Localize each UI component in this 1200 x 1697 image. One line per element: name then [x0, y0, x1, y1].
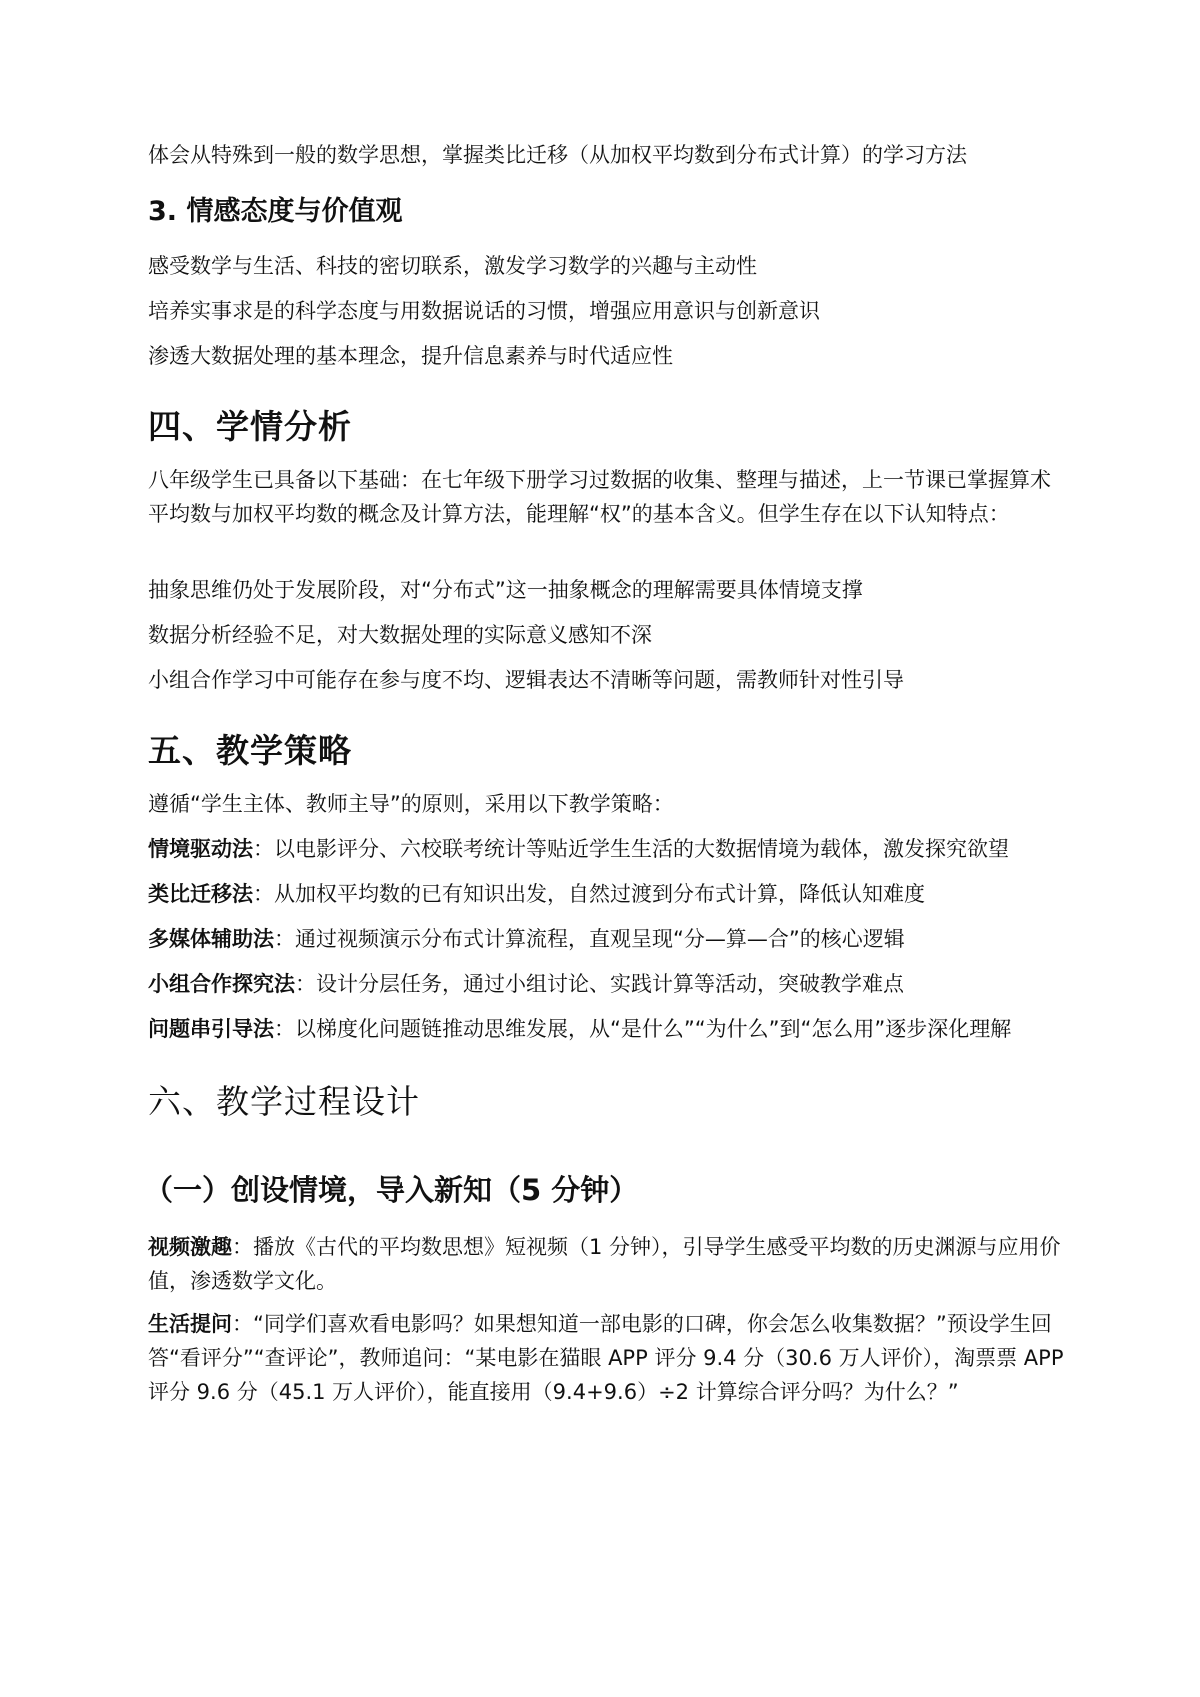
- section-4-heading: 四、学情分析: [148, 407, 352, 446]
- strategy-text: ：从加权平均数的已有知识出发，自然过渡到分布式计算，降低认知难度: [253, 882, 925, 906]
- strategy-label: 多媒体辅助法: [148, 927, 274, 951]
- sec4-paragraph: 八年级学生已具备以下基础：在七年级下册学习过数据的收集、整理与描述，上一节课已掌握算术平均数与加权平均数的概念及计算方法，能理解“权”的基本含义。但学生存在以下认知特点：: [148, 468, 1051, 526]
- sec4-item: 数据分析经验不足，对大数据处理的实际意义感知不深: [148, 623, 652, 647]
- sec5-intro: 遵循“学生主体、教师主导”的原则，采用以下教学策略：: [148, 792, 674, 816]
- section-3-heading: 3. 情感态度与价值观: [148, 196, 403, 227]
- strategy-label: 情境驱动法: [148, 837, 253, 861]
- process-item: [148, 1307, 1068, 1409]
- strategy-item: [148, 877, 925, 911]
- sec4-item: 抽象思维仍处于发展阶段，对“分布式”这一抽象概念的理解需要具体情境支撑: [148, 578, 863, 602]
- intro-line: 体会从特殊到一般的数学思想，掌握类比迁移（从加权平均数到分布式计算）的学习方法: [148, 143, 967, 167]
- sec3-item: 感受数学与生活、科技的密切联系，激发学习数学的兴趣与主动性: [148, 254, 757, 278]
- strategy-label: 问题串引导法: [148, 1017, 274, 1041]
- sec3-item: 渗透大数据处理的基本理念，提升信息素养与时代适应性: [148, 344, 673, 368]
- strategy-label: 类比迁移法: [148, 882, 253, 906]
- section-6-1-heading: （一）创设情境，导入新知（5 分钟）: [144, 1173, 639, 1207]
- strategy-item: [148, 832, 1078, 866]
- sec4-item: 小组合作学习中可能存在参与度不均、逻辑表达不清晰等问题，需教师针对性引导: [148, 668, 904, 692]
- strategy-label: 小组合作探究法: [148, 972, 295, 996]
- sec3-item: 培养实事求是的科学态度与用数据说话的习惯，增强应用意识与创新意识: [148, 299, 820, 323]
- strategy-item: [148, 1012, 1078, 1046]
- section-5-heading: 五、教学策略: [148, 731, 352, 770]
- process-text: ：“同学们喜欢看电影吗？如果想知道一部电影的口碑，你会怎么收集数据？”预设学生回答“看评分”“查评论”，教师追问：“某电影在猫眼 APP 评分 9.4 分（30.6 万人评价），淘票票 APP 评分 9.6 分（45.1 万人评价），能直接用（9.4+9.6）÷2 计算综合评分吗？为什么？”: [148, 1312, 1064, 1404]
- strategy-item: [148, 922, 905, 956]
- strategy-item: [148, 967, 904, 1001]
- process-label: 生活提问: [148, 1312, 232, 1336]
- strategy-text: ：以电影评分、六校联考统计等贴近学生生活的大数据情境为载体，激发探究欲望: [253, 837, 1009, 861]
- strategy-text: ：以梯度化问题链推动思维发展，从“是什么”“为什么”到“怎么用”逐步深化理解: [274, 1017, 1012, 1041]
- process-label: 视频激趣: [148, 1235, 232, 1259]
- strategy-text: ：设计分层任务，通过小组讨论、实践计算等活动，突破教学难点: [295, 972, 904, 996]
- strategy-text: ：通过视频演示分布式计算流程，直观呈现“分—算—合”的核心逻辑: [274, 927, 905, 951]
- section-6-heading: 六、教学过程设计: [148, 1082, 420, 1121]
- process-text: ：播放《古代的平均数思想》短视频（1 分钟），引导学生感受平均数的历史渊源与应用价值，渗透数学文化。: [148, 1235, 1061, 1293]
- process-item: [148, 1230, 1068, 1298]
